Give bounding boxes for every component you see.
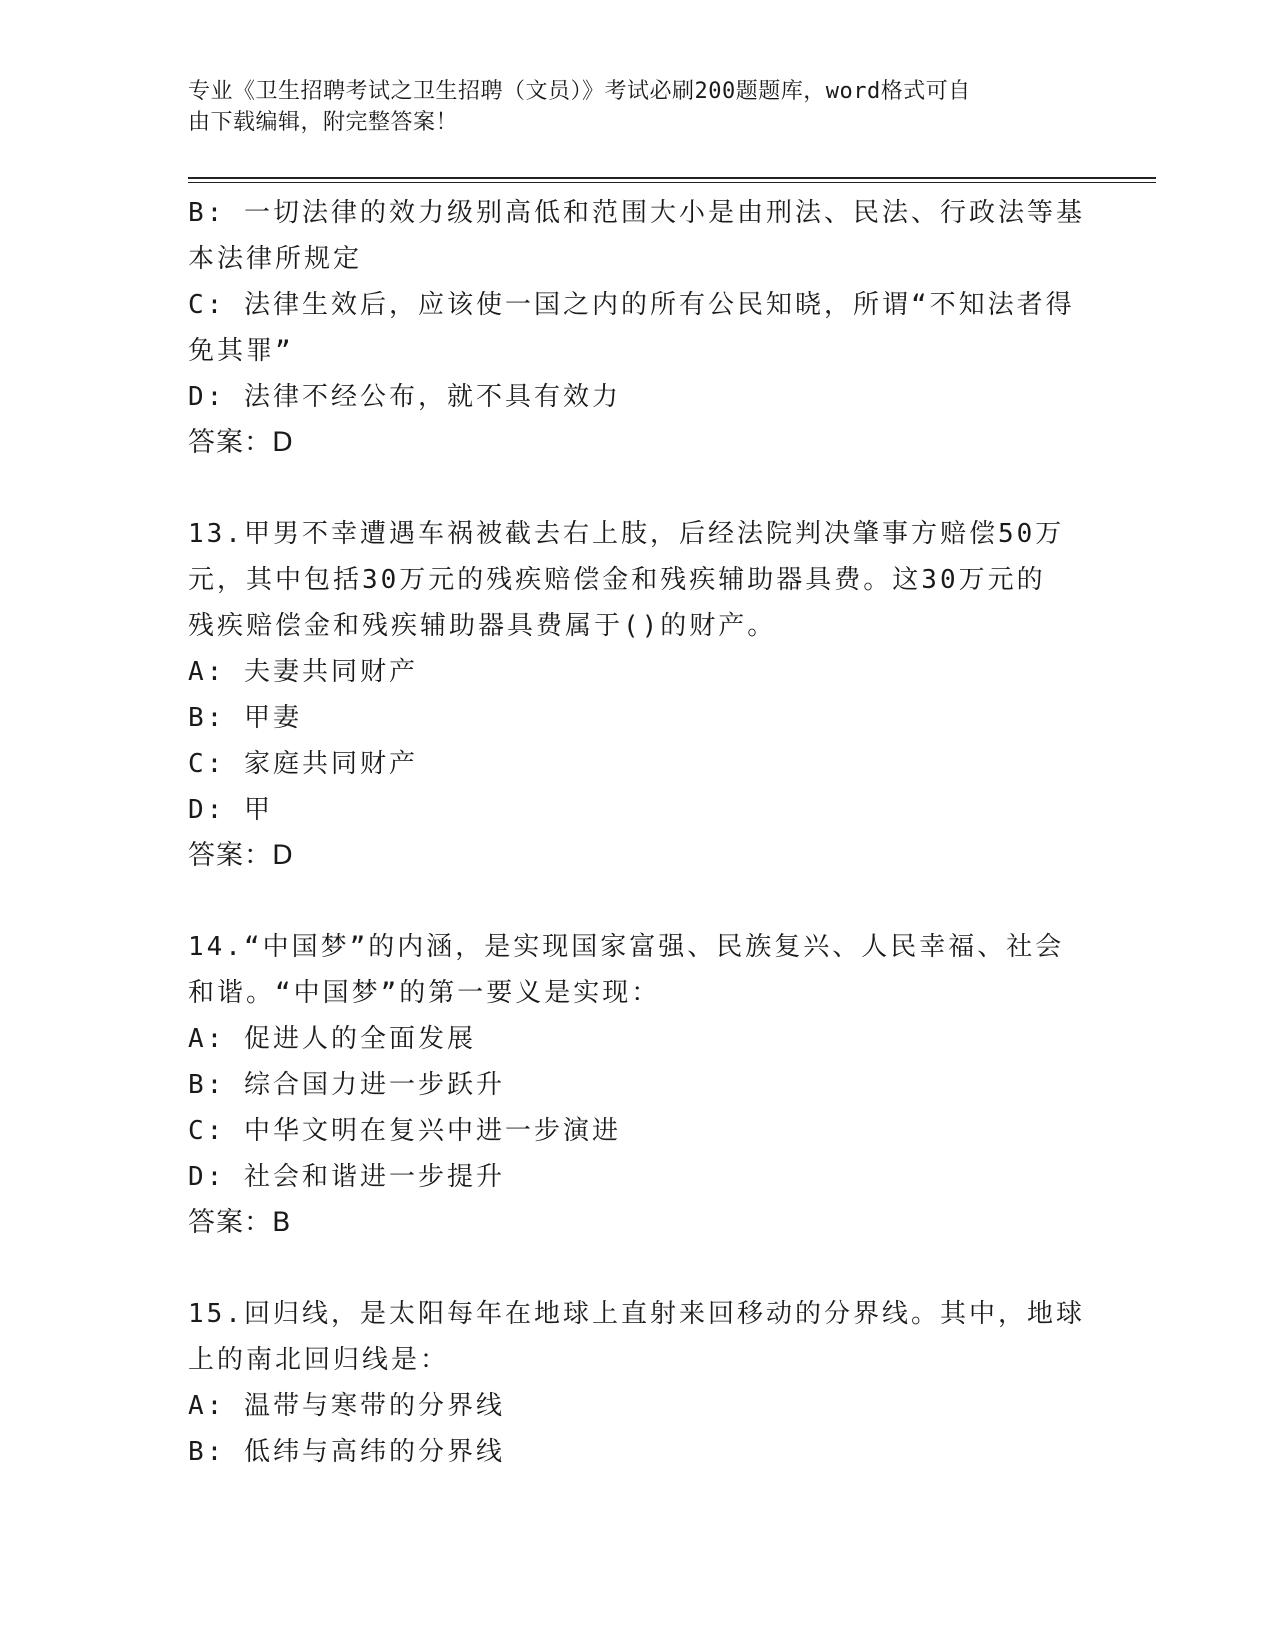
answer: 答案：D (188, 840, 294, 871)
option-c: C: 家庭共同财产 (188, 749, 418, 779)
option-b: B: 低纬与高纬的分界线 (188, 1437, 505, 1467)
question-list (188, 190, 1088, 1475)
question-12 (188, 190, 1088, 466)
question-13 (188, 511, 1088, 879)
question-stem: 14.“中国梦”的内涵，是实现国家富强、民族复兴、人民幸福、社会 (188, 932, 1065, 962)
header-divider (188, 177, 1156, 179)
option-a: A: 促进人的全面发展 (188, 1024, 476, 1054)
option-c: C: 中华文明在复兴中进一步演进 (188, 1116, 621, 1146)
question-15 (188, 1291, 1088, 1475)
question-stem-cont: 残疾赔偿金和残疾辅助器具费属于()的财产。 (188, 611, 777, 641)
option-a: A: 温带与寒带的分界线 (188, 1391, 505, 1421)
document-header (188, 76, 1068, 138)
option-b: B: 综合国力进一步跃升 (188, 1070, 505, 1100)
option-b-cont: 本法律所规定 (188, 244, 363, 274)
question-stem-cont: 元，其中包括30万元的残疾赔偿金和残疾辅助器具费。这30万元的 (188, 565, 1046, 595)
question-stem: 15.回归线，是太阳每年在地球上直射来回移动的分界线。其中，地球 (188, 1299, 1085, 1329)
option-d: D: 社会和谐进一步提升 (188, 1162, 505, 1192)
answer: 答案：B (188, 1207, 292, 1238)
option-b: B: 一切法律的效力级别高低和范围大小是由刑法、民法、行政法等基 (188, 198, 1085, 228)
option-d: D: 甲 (188, 795, 273, 825)
question-stem-cont: 上的南北回归线是： (188, 1345, 450, 1375)
option-d: D: 法律不经公布，就不具有效力 (188, 382, 621, 412)
header-line-1: 专业《卫生招聘考试之卫生招聘（文员）》考试必刷200题题库，word格式可自 (188, 79, 971, 104)
question-stem-cont: 和谐。“中国梦”的第一要义是实现： (188, 978, 661, 1008)
answer: 答案：D (188, 427, 294, 458)
question-14 (188, 924, 1088, 1246)
header-divider-thin (188, 182, 1156, 183)
question-stem: 13.甲男不幸遭遇车祸被截去右上肢，后经法院判决肇事方赔偿50万 (188, 519, 1065, 549)
option-a: A: 夫妻共同财产 (188, 657, 418, 687)
option-c: C: 法律生效后，应该使一国之内的所有公民知晓，所谓“不知法者得 (188, 290, 1075, 320)
option-b: B: 甲妻 (188, 703, 302, 733)
header-line-2: 由下载编辑，附完整答案！ (188, 110, 459, 135)
option-c-cont: 免其罪” (188, 336, 294, 366)
